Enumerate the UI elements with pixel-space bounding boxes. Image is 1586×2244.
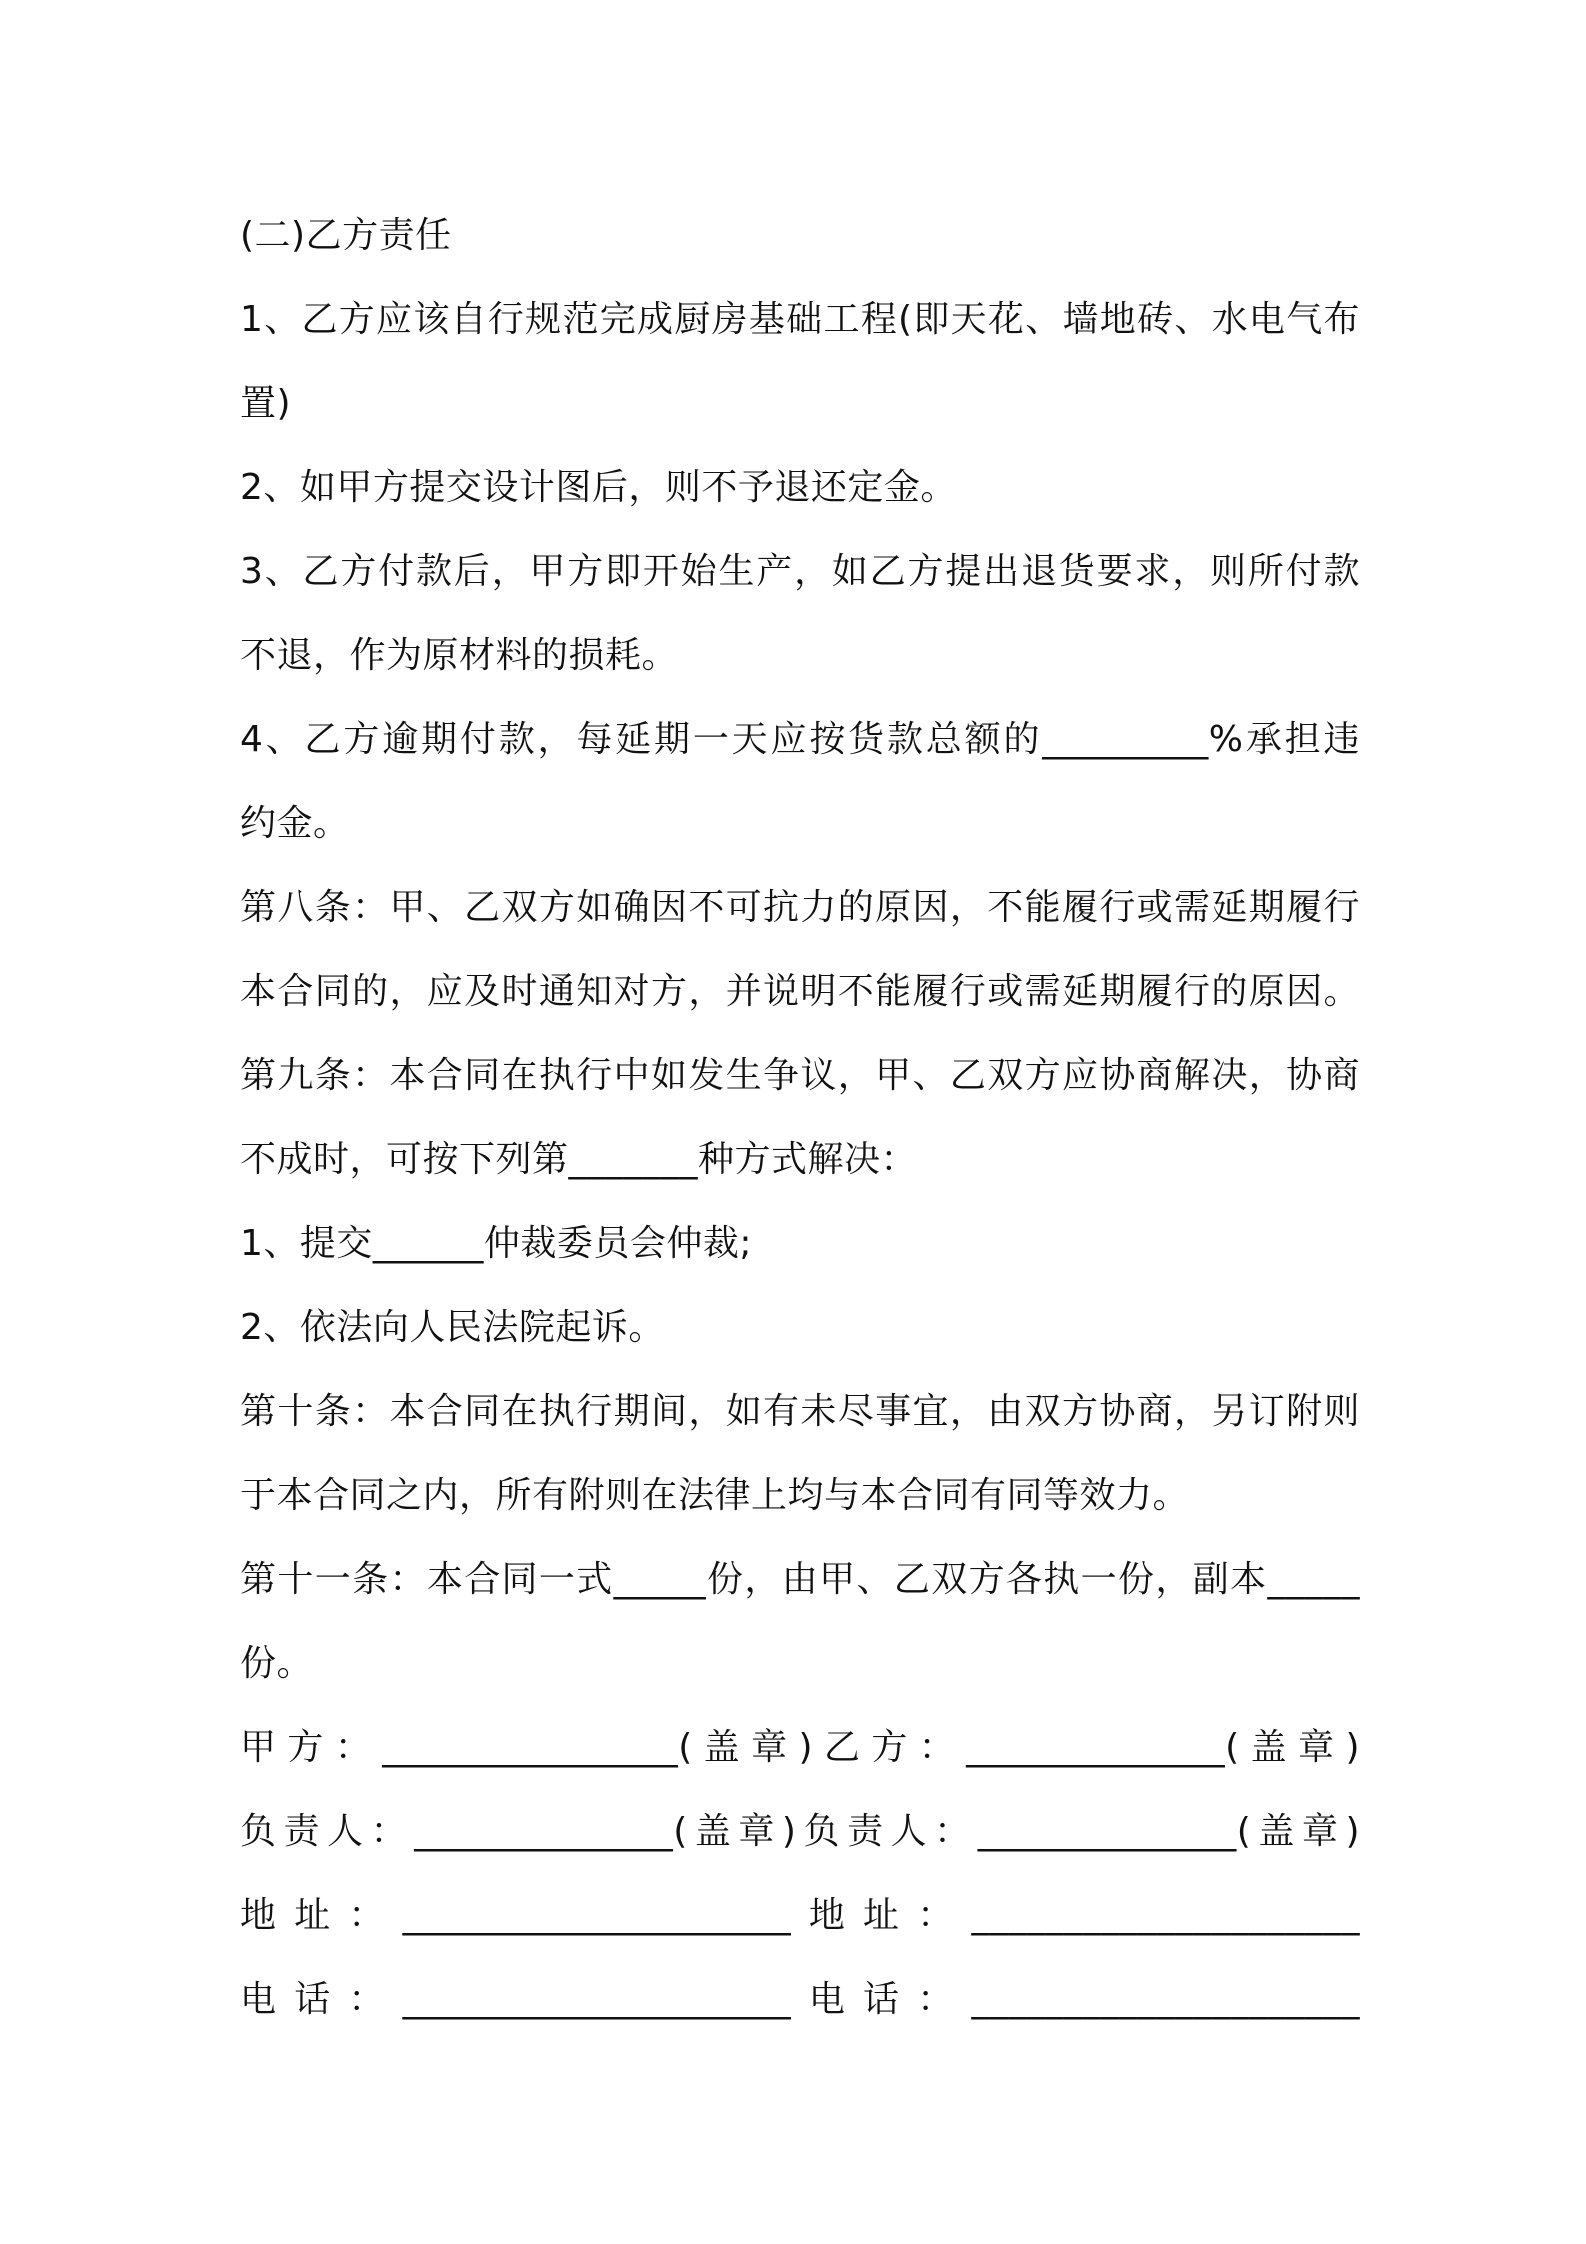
signature-line-party: 甲方：________________(盖章)乙方：______________(盖章) [240,1727,1360,1768]
clause-line: 第九条：本合同在执行中如发生争议，甲、乙双方应协商解决，协商 [240,1055,1360,1096]
clause-line: 不退，作为原材料的损耗。 [240,635,679,676]
clause-line: 本合同的，应及时通知对方，并说明不能履行或需延期履行的原因。 [240,971,1360,1012]
clause-line: 3、乙方付款后，甲方即开始生产，如乙方提出退货要求，则所付款 [240,551,1360,592]
signature-line-representative: 负责人：______________(盖章)负责人：______________(盖章) [240,1811,1360,1852]
section-heading: (二)乙方责任 [240,215,452,256]
clause-line: 第八条：甲、乙双方如确因不可抗力的原因，不能履行或需延期履行 [240,887,1360,928]
clause-line: 2、如甲方提交设计图后，则不予退还定金。 [240,467,957,508]
clause-line: 第十一条：本合同一式_____份，由甲、乙双方各执一份，副本_____ [240,1559,1360,1600]
clause-line: 1、乙方应该自行规范完成厨房基础工程(即天花、墙地砖、水电气布 [240,299,1360,340]
contract-body [240,194,1360,2042]
signature-line-address: 地址：_____________________地址：_____________________ [240,1895,1360,1936]
clause-line: 4、乙方逾期付款，每延期一天应按货款总额的_________%承担违 [240,719,1360,760]
clause-line: 第十条：本合同在执行期间，如有未尽事宜，由双方协商，另订附则 [240,1391,1360,1432]
clause-line: 份。 [240,1643,314,1684]
clause-line: 2、依法向人民法院起诉。 [240,1307,665,1348]
clause-line: 1、提交______仲裁委员会仲裁; [240,1223,753,1264]
clause-line: 不成时，可按下列第_______种方式解决： [240,1139,918,1180]
clause-line: 置) [240,383,292,424]
clause-line: 约金。 [240,803,350,844]
signature-line-phone: 电话：_____________________电话：_____________________ [240,1979,1360,2020]
clause-line: 于本合同之内，所有附则在法律上均与本合同有同等效力。 [240,1475,1190,1516]
